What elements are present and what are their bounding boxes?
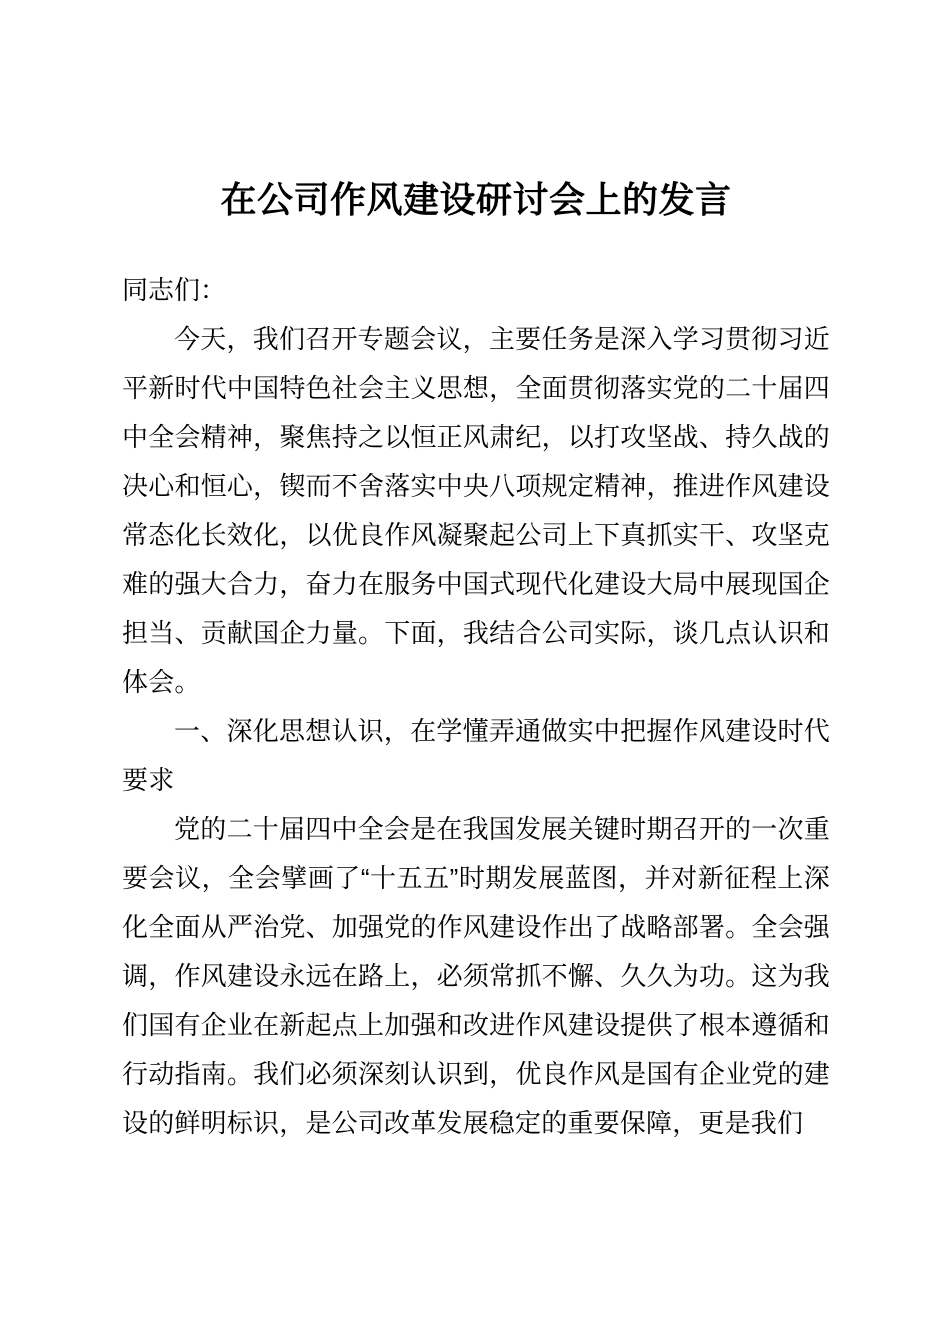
document-title: 在公司作风建设研讨会上的发言 [220, 179, 732, 220]
document-body [122, 266, 830, 1148]
salutation: 同志们： [122, 275, 227, 305]
paragraph-section-1: 党的二十届四中全会是在我国发展关键时期召开的一次重要会议，全会擘画了“十五五”时期发展蓝图，并对新征程上深化全面从严治党、加强党的作风建设作出了战略部署。全会强调，作风建设永远在路上，必须常抓不懈、久久为功。这为我们国有企业在新起点上加强和改进作风建设提供了根本遵循和行动指南。我们必须深刻认识到，优良作风是国有企业党的建设的鲜明标识，是公司改革发展稳定的重要保障，更是我们 [122, 814, 830, 1138]
paragraph-intro: 今天，我们召开专题会议，主要任务是深入学习贯彻习近平新时代中国特色社会主义思想，全面贯彻落实党的二十届四中全会精神，聚焦持之以恒正风肃纪，以打攻坚战、持久战的决心和恒心，锲而不舍落实中央八项规定精神，推进作风建设常态化长效化，以优良作风凝聚起公司上下真抓实干、攻坚克难的强大合力，奋力在服务中国式现代化建设大局中展现国企担当、贡献国企力量。下面，我结合公司实际，谈几点认识和体会。 [122, 324, 830, 697]
section-heading-1: 一、深化思想认识，在学懂弄通做实中把握作风建设时代要求 [122, 716, 830, 795]
